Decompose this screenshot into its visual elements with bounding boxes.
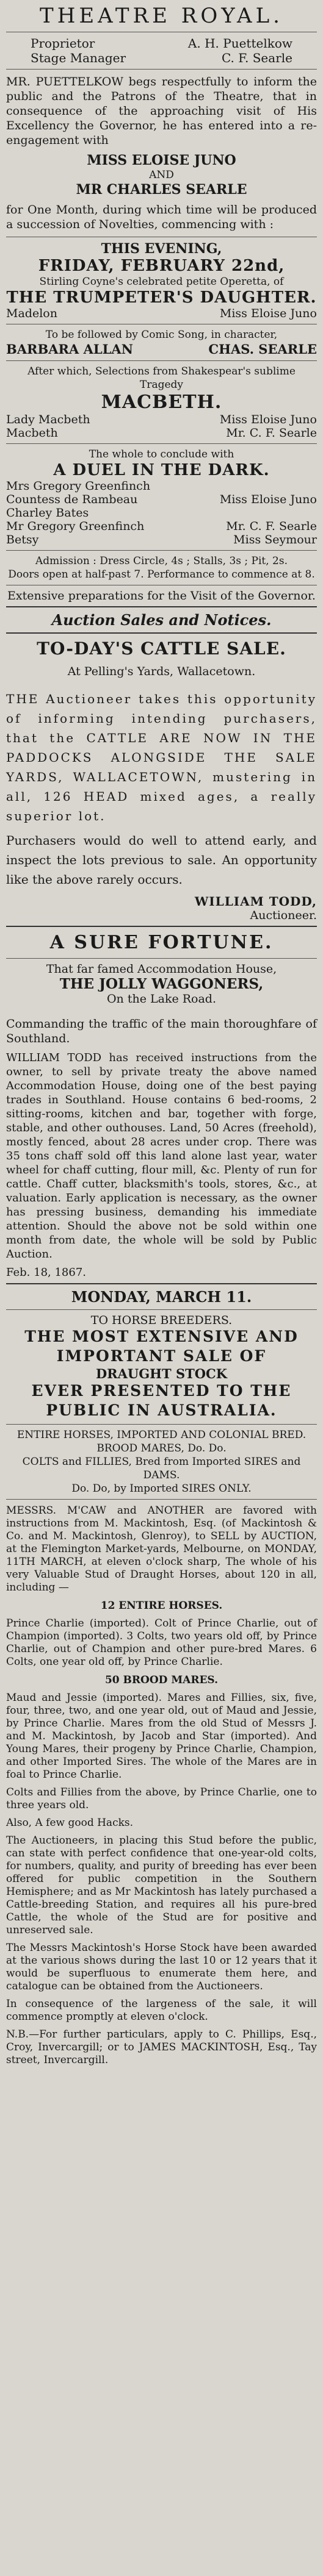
cattle-body-2: Purchasers would do well to attend early, and inspect the lots previous to sale. An opportunity like the above rarely occurs. bbox=[6, 833, 317, 887]
horses-mares-list: Maud and Jessie (imported). Mares and Fillies, six, five, four, three, two, and one year old, out of Maud and Jessie, by Prince Charlie. Mares from the old Stud of Messrs J. and M. Mackintosh, by Jacob and Star (imported). And Young Mares, their progeny by Prince Charlie, Champion, and other Imported Sires. The whole of the Mares are in foal to Prince Charlie. bbox=[6, 1692, 317, 1781]
star-eloise: MISS ELOISE JUNO bbox=[87, 152, 236, 168]
horses-colts: COLTS and FILLIES, Bred from Imported SIRES and DAMS. bbox=[22, 1456, 301, 1481]
horses-entires-head: 12 ENTIRE HORSES. bbox=[100, 1600, 223, 1612]
cast-role: Macbeth bbox=[6, 426, 58, 440]
cast-row-macbeth bbox=[6, 426, 317, 440]
song-title: BARBARA ALLAN bbox=[6, 342, 133, 357]
horses-body5: N.B.—For further particulars, apply to C. Phillips, Esq., Croy, Invercargill; or to JAMES MACKINTOSH, Esq., Tay street, Invercargill. bbox=[6, 2028, 317, 2066]
horses-entire: ENTIRE HORSES, IMPORTED AND COLONIAL BRED. bbox=[16, 1429, 307, 1441]
conclude-text: The whole to conclude with bbox=[89, 448, 234, 460]
theatre-intro: MR. PUETTELKOW begs respectfully to inform the public and the Patrons of the Theatre, that in consequence of the approaching visit of His Excellency the Governor, he has entered into a re-engagement with bbox=[6, 75, 317, 147]
horses-body1: MESSRS. M'CAW and ANOTHER are favored with instructions from M. Mackintosh, Esq. (of Mackintosh & Co. and M. Mackintosh, Glenroy), to SELL by AUCTION, at the Flemington Market-yards, Melbourne, on MONDAY, 11TH MARCH, at eleven o'clock sharp, The whole of his very Valuable Stud of Draught Horses, about 120 in all, including — bbox=[6, 1504, 317, 1594]
horses-headline2: EVER PRESENTED TO THE PUBLIC IN AUSTRALIA. bbox=[31, 1382, 292, 1419]
cattle-body: THE Auctioneer takes this opportunity of informing intending purchasers, that the CATTLE ARE NOW IN THE PADDOCKS ALONGSIDE THE SALE YARDS, WALLACETOWN, mustering in all, 126 HEAD mixed ages, a really superior lot. bbox=[6, 692, 317, 823]
horses-body2: The Auctioneers, in placing this Stud before the public, can state with perfect confidence that one-year-old colts, for numbers, quality, and purity of breeding has ever been offered for public competition in the Southern Hemisphere; and as Mr Mackintosh has lately purchased a Cattle-breeding Station, and requires all his pure-bred Cattle, the whole of the Stud are for positive and unreserved sale. bbox=[6, 1834, 317, 1936]
horses-draught: DRAUGHT STOCK bbox=[95, 1366, 228, 1381]
manager-label: Stage Manager bbox=[31, 51, 126, 65]
proprietor-name: A. H. Puettelkow bbox=[187, 36, 292, 51]
doors-text: Doors open at half-past 7. Performance to commence at 8. bbox=[8, 568, 315, 581]
cast-actor: Miss Eloise Juno bbox=[219, 413, 317, 426]
horses-colts-list: Colts and Fillies from the above, by Prince Charlie, one to three years old. bbox=[6, 1786, 317, 1811]
extensive-text: Extensive preparations for the Visit of the Governor. bbox=[7, 589, 316, 603]
cast-row: Betsy Miss Seymour bbox=[6, 533, 317, 546]
tragedy-title: MACBETH. bbox=[101, 392, 222, 413]
date-text: FRIDAY, FEBRUARY 22nd, bbox=[38, 257, 285, 275]
manager-row bbox=[6, 51, 317, 65]
cast-role: Lady Macbeth bbox=[6, 413, 90, 426]
operetta-title: THE TRUMPETER'S DAUGHTER. bbox=[6, 288, 317, 307]
comic-text: To be followed by Comic Song, in character, bbox=[45, 329, 278, 341]
horses-body4: In consequence of the largeness of the sale, it will commence promptly at eleven o'clock. bbox=[6, 1998, 317, 2023]
star-charles: MR CHARLES SEARLE bbox=[76, 182, 247, 198]
evening-text: THIS EVENING, bbox=[101, 241, 222, 257]
horses-geldings: Do. Do, by Imported SIRES ONLY. bbox=[71, 1483, 252, 1495]
and-text: AND bbox=[149, 169, 174, 181]
horses-hacks: Also, A few good Hacks. bbox=[6, 1817, 134, 1829]
cattle-location: At Pelling's Yards, Wallacetown. bbox=[67, 665, 256, 678]
horses-to: TO HORSE BREEDERS. bbox=[90, 1314, 233, 1327]
fortune-line2: On the Lake Road. bbox=[106, 992, 217, 1006]
cast-row: Charley Bates bbox=[6, 506, 89, 520]
cast-actor: Miss Eloise Juno bbox=[219, 307, 317, 320]
manager-name: C. F. Searle bbox=[221, 51, 292, 65]
cast-role: Madelon bbox=[6, 307, 57, 320]
operetta-note: Stirling Coyne's celebrated petite Operetta, of bbox=[39, 276, 284, 288]
song-performer: CHAS. SEARLE bbox=[208, 342, 317, 357]
cattle-signer-role: Auctioneer. bbox=[250, 909, 317, 922]
fortune-line3: Commanding the traffic of the main thoroughfare of Southland. bbox=[6, 1017, 317, 1045]
engagement-text: for One Month, during which time will be produced a succession of Novelties, commencing with : bbox=[6, 203, 317, 231]
fortune-house: THE JOLLY WAGGONERS, bbox=[59, 976, 264, 992]
after-text: After which, Selections from Shakespear's sublime Tragedy bbox=[27, 365, 296, 391]
cattle-title: TO-DAY'S CATTLE SALE. bbox=[37, 639, 286, 659]
cast-actor: Mr. C. F. Searle bbox=[226, 426, 317, 440]
fortune-title: A SURE FORTUNE. bbox=[49, 932, 274, 953]
fortune-line1: That far famed Accommodation House, bbox=[46, 962, 277, 976]
proprietor-label: Proprietor bbox=[31, 36, 95, 51]
fortune-body: WILLIAM TODD has received instructions from the owner, to sell by private treaty the above named Accommodation House, doing one of the best paying trades in Southland. House contains 6 bed-rooms, 2 sitting-rooms, kitchen and bar, together with forge, stable, and other outhouses. Land, 50 Acres (freehold), mostly fenced, about 28 acres under crop. There was 35 tons chaff sold off this land alone last year, water wheel for chaff cutting, flour mill, &c. Plenty of run for cattle. Chaff cutter, blacksmith's tools, stores, &c., at valuation. Early application is necessary, as the owner has pressing business, demanding his immediate attention. Should the above not be sold within one month from date, the whole will be sold by Public Auction. bbox=[6, 1051, 317, 1261]
proprietor-row bbox=[6, 36, 317, 51]
horses-headline1: THE MOST EXTENSIVE AND IMPORTANT SALE OF bbox=[24, 1328, 299, 1365]
cattle-signer: WILLIAM TODD, bbox=[194, 894, 317, 909]
duel-cast bbox=[6, 479, 317, 546]
horses-body3: The Messrs Mackintosh's Horse Stock have been awarded at the various shows during the last 10 or 12 years that it would be superfluous to enumerate them here, and catalogue can be obtained from the Auctioneers. bbox=[6, 1942, 317, 1992]
cast-row: Mr Gregory Greenfinch Mr. C. F. Searle bbox=[6, 520, 317, 533]
fortune-date: Feb. 18, 1867. bbox=[6, 1266, 87, 1279]
theatre-title: THEATRE ROYAL. bbox=[40, 4, 283, 28]
song-row bbox=[6, 342, 317, 357]
cast-row: Mrs Gregory Greenfinch bbox=[6, 479, 151, 493]
admission-text: Admission : Dress Circle, 4s ; Stalls, 3s ; Pit, 2s. bbox=[35, 555, 288, 567]
horses-brood: BROOD MARES, Do. Do. bbox=[96, 1442, 227, 1454]
horses-entires-list: Prince Charlie (imported). Colt of Prince Charlie, out of Champion (imported). 3 Colts, two years old off, by Prince Charlie, out of Champion and other pure-bred Mares. 6 Colts, one year old off, by Prince Charlie. bbox=[6, 1617, 317, 1668]
cast-row: Countess de Rambeau Miss Eloise Juno bbox=[6, 493, 317, 506]
horses-mares-head: 50 BROOD MARES. bbox=[104, 1674, 219, 1686]
cast-row-madelon bbox=[6, 307, 317, 320]
cast-row-lady-macbeth bbox=[6, 413, 317, 426]
horses-date: MONDAY, MARCH 11. bbox=[71, 1288, 252, 1306]
duel-title: A DUEL IN THE DARK. bbox=[53, 461, 270, 479]
section-heading: Auction Sales and Notices. bbox=[51, 611, 272, 629]
